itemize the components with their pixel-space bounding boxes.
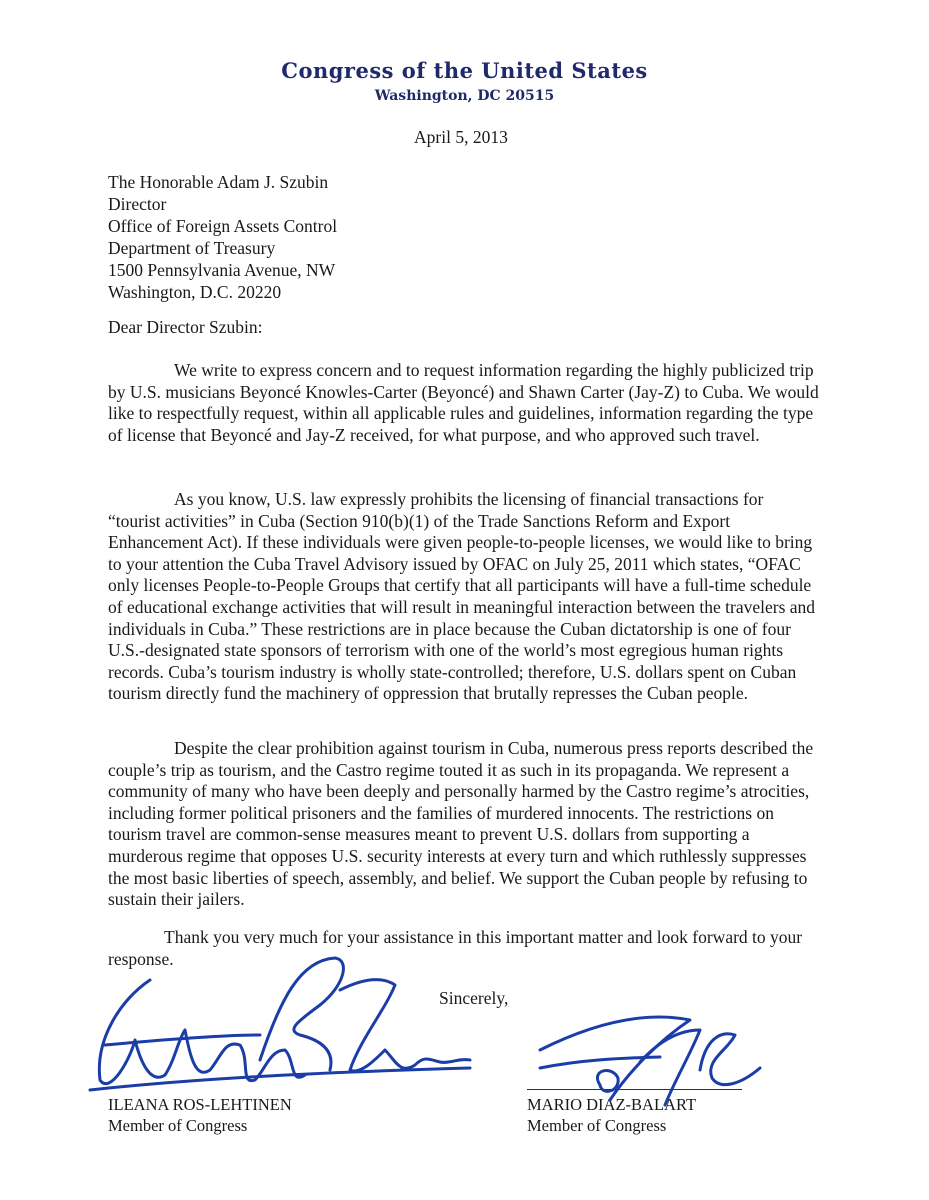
signatory-left xyxy=(108,1094,292,1136)
signature-diaz-balart xyxy=(540,1017,760,1105)
signatory-name: ILEANA ROS-LEHTINEN xyxy=(108,1095,292,1114)
recipient-address xyxy=(108,171,337,303)
salutation: Dear Director Szubin: xyxy=(108,317,263,337)
signatory-name: MARIO DIAZ-BALART xyxy=(527,1095,697,1114)
recipient-office: Office of Foreign Assets Control xyxy=(108,216,338,236)
recipient-city: Washington, D.C. 20220 xyxy=(108,282,282,302)
recipient-title: Director xyxy=(108,194,167,214)
signatory-title: Member of Congress xyxy=(527,1116,667,1135)
signatory-title: Member of Congress xyxy=(108,1116,248,1135)
closing: Sincerely, xyxy=(439,988,509,1008)
letterhead-address: Washington, DC 20515 xyxy=(374,88,555,104)
letterhead-title: Congress of the United States xyxy=(281,58,648,83)
body-paragraph-4: Thank you very much for your assistance in this important matter and look forward to your response. xyxy=(108,927,803,969)
body-paragraph-3: Despite the clear prohibition against tourism in Cuba, numerous press reports described the couple’s trip as tourism, and the Castro regime touted it as such in its propaganda. We represent a community of many who have been deeply and personally harmed by the Castro regime’s atrocities, including former political prisoners and the families of murdered innocents. The restrictions on tourism travel are common-sense measures meant to prevent U.S. dollars from supporting a murderous regime that opposes U.S. security interests at every turn and which ruthlessly suppresses the most basic liberties of speech, assembly, and belief. We support the Cuban people by refusing to sustain their jailers. xyxy=(108,738,814,910)
letter-date: April 5, 2013 xyxy=(414,127,508,147)
recipient-department: Department of Treasury xyxy=(108,238,276,258)
signature-ros-lehtinen xyxy=(90,958,470,1090)
signatory-right xyxy=(527,1094,696,1136)
recipient-street: 1500 Pennsylvania Avenue, NW xyxy=(108,260,336,280)
recipient-name: The Honorable Adam J. Szubin xyxy=(108,172,329,192)
body-paragraph-2: As you know, U.S. law expressly prohibits the licensing of financial transactions for “tourist activities” in Cuba (Section 910(b)(1) of the Trade Sanctions Reform and Export Enhancement Act). If these individuals were given people-to-people licenses, we would like to bring to your attention the Cuba Travel Advisory issued by OFAC on July 25, 2011 which states, “OFAC only licenses People-to-People Groups that certify that all participants will have a full-time schedule of educational exchange activities that will result in meaningful interaction between the travelers and individuals in Cuba.” These restrictions are in place because the Cuban dictatorship is one of four U.S.-designated state sponsors of terrorism with one of the world’s most egregious human rights records. Cuba’s tourism industry is wholly state-controlled; therefore, U.S. dollars spent on Cuban tourism directly fund the machinery of oppression that brutally represses the Cuban people. xyxy=(108,489,816,704)
body-paragraph-1: We write to express concern and to request information regarding the highly publicized trip by U.S. musicians Beyoncé Knowles-Carter (Beyoncé) and Shawn Carter (Jay-Z) to Cuba. We would like to respectfully request, within all applicable rules and guidelines, information regarding the type of license that Beyoncé and Jay-Z received, for what purpose, and who approved such travel. xyxy=(108,360,819,445)
signature-line xyxy=(527,1089,742,1090)
